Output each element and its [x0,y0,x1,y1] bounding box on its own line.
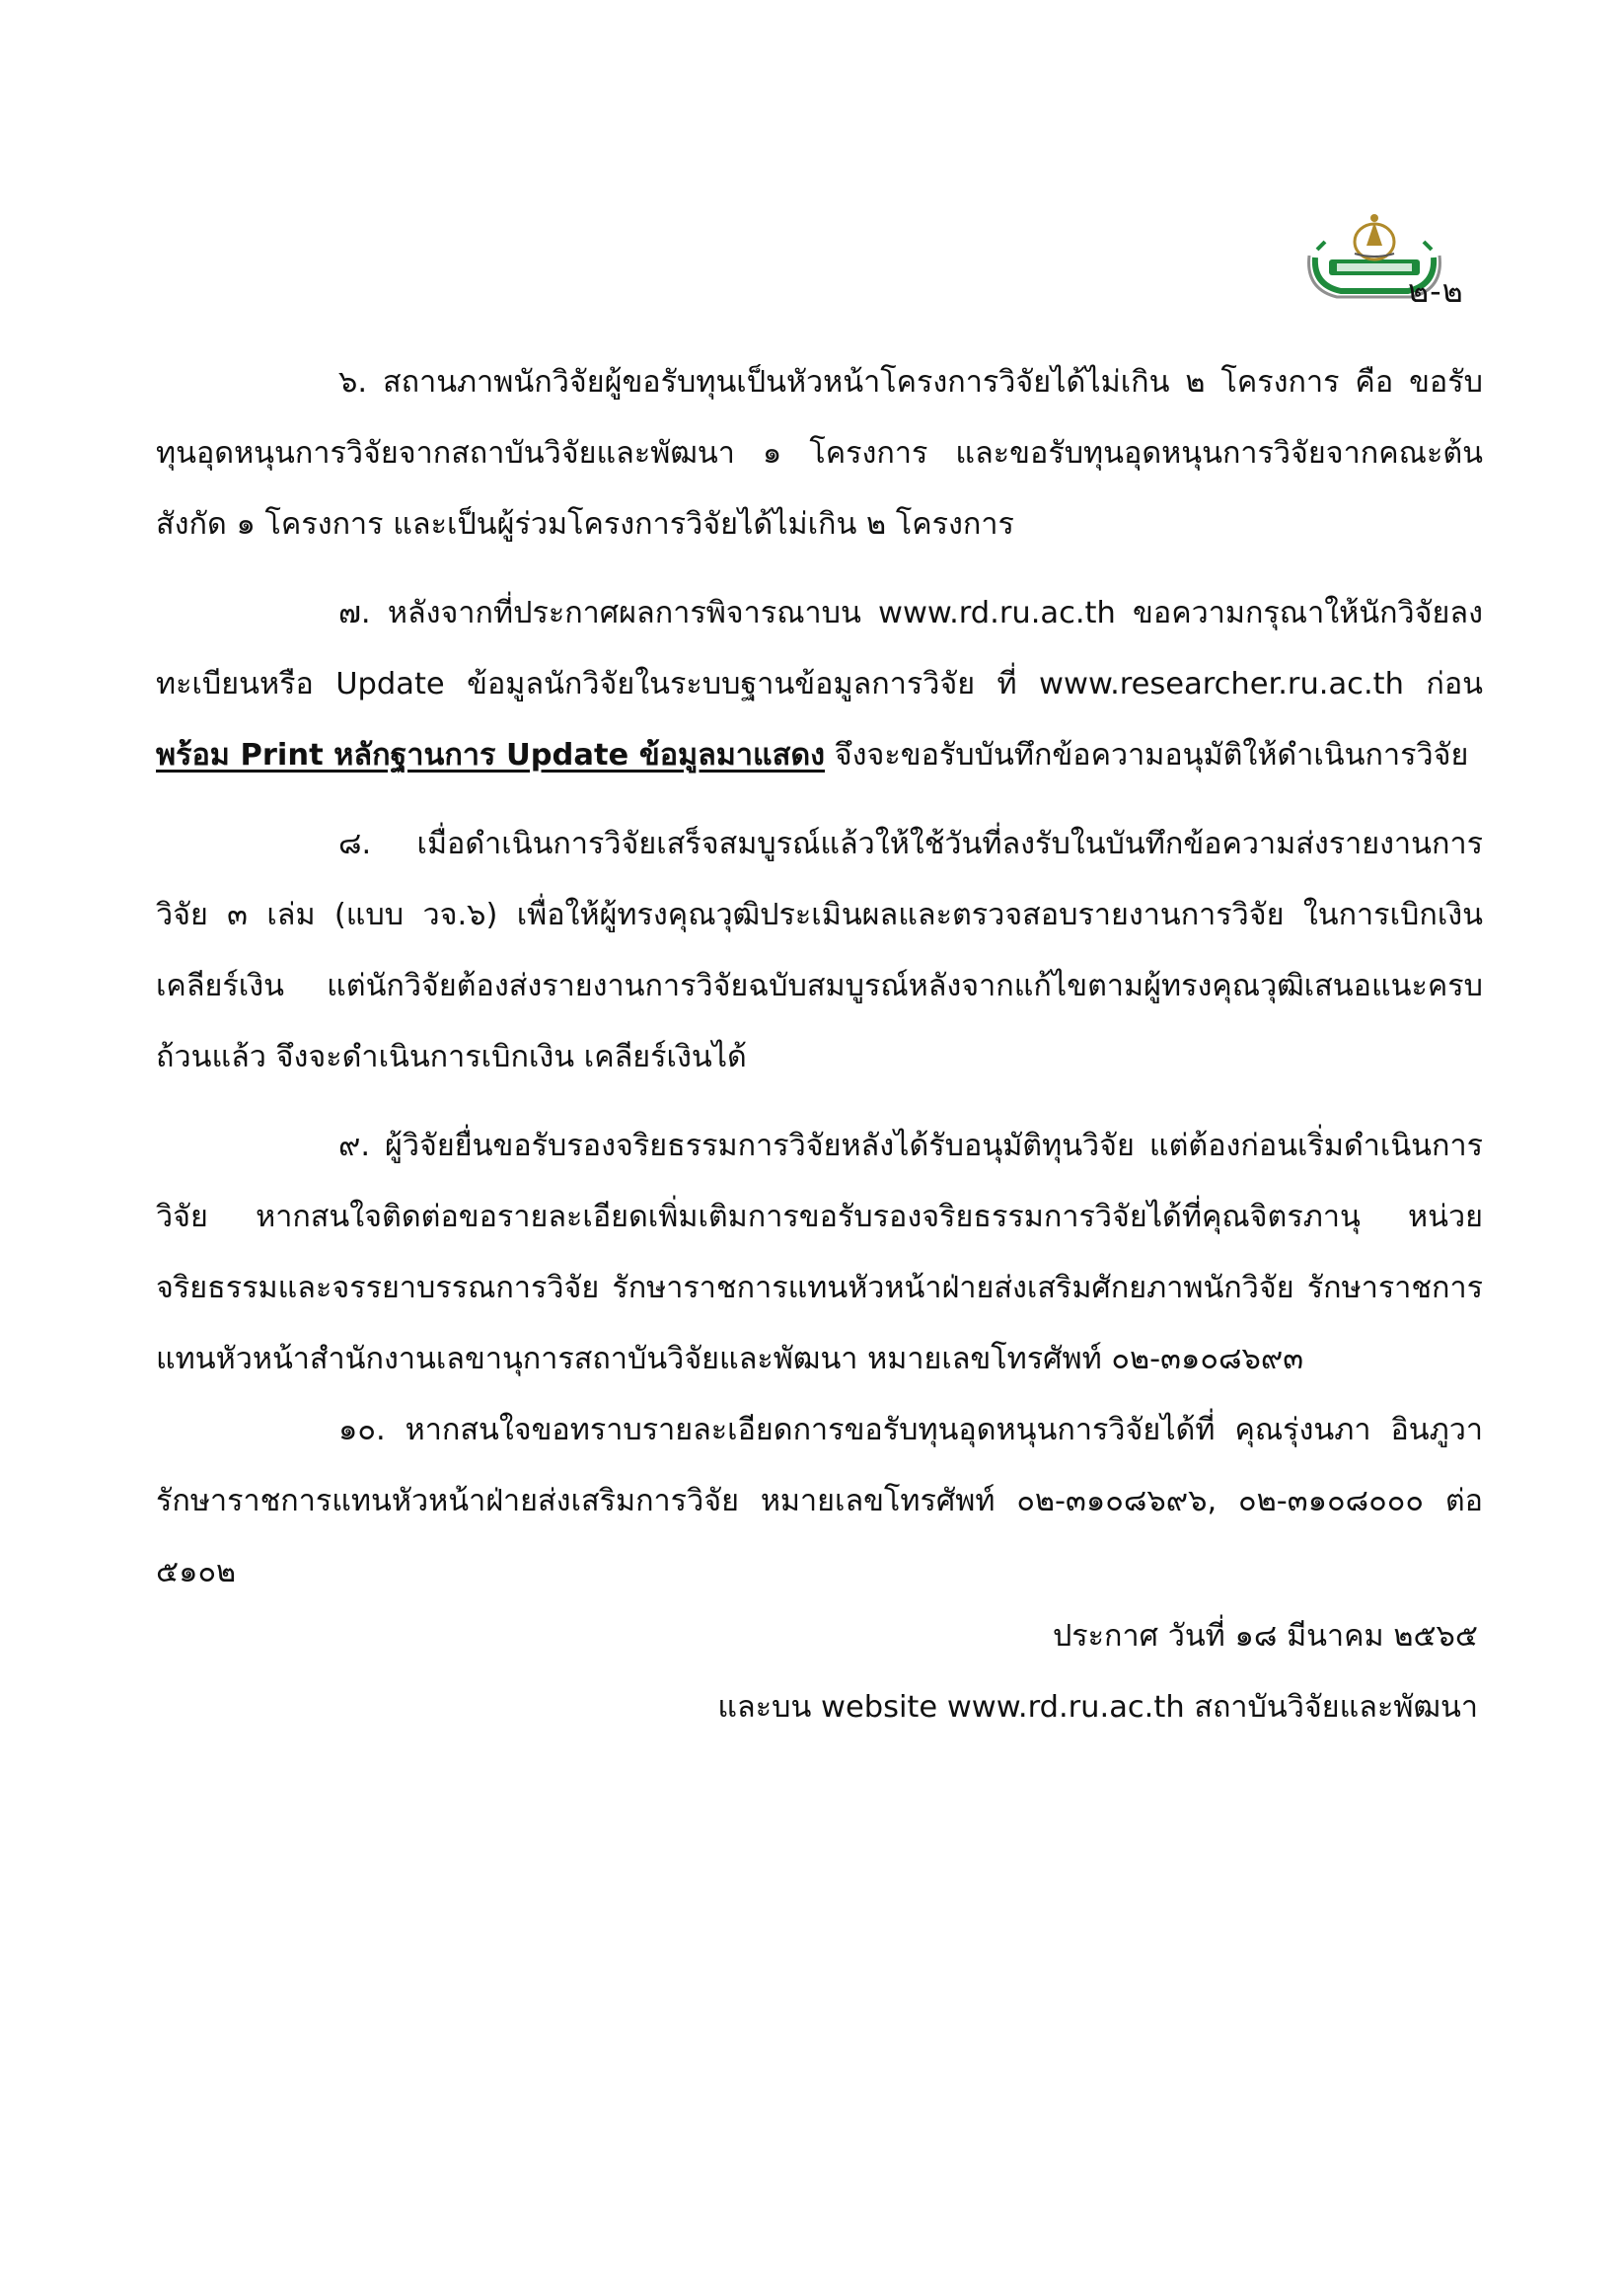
announcement-date: ประกาศ วันที่ ๑๘ มีนาคม ๒๕๖๕ [1052,1619,1478,1654]
announcement-website: และบน website www.rd.ru.ac.th สถาบันวิจัยและพัฒนา [717,1690,1478,1725]
paragraph-7 [156,578,1483,791]
paragraph-8: ๘. เมื่อดำเนินการวิจัยเสร็จสมบูรณ์แล้วให้ใช้วันที่ลงรับในบันทึกข้อความส่งรายงานการวิจัย ๓ เล่ม (แบบ วจ.๖) เพื่อให้ผู้ทรงคุณวุฒิประเมินผลและตรวจสอบรายงานการวิจัย ในการเบิกเงิน เคลียร์เงิน แต่นักวิจัยต้องส่งรายงานการวิจัยฉบับสมบูรณ์หลังจากแก้ไขตามผู้ทรงคุณวุฒิเสนอแนะครบถ้วนแล้ว จึงจะดำเนินการเบิกเงิน เคลียร์เงินได้ [156,827,1483,1074]
paragraph-7-emphasis: พร้อม Print หลักฐานการ Update ข้อมูลมาแสดง [156,738,826,773]
paragraph-10: ๑๐. หากสนใจขอทราบรายละเอียดการขอรับทุนอุดหนุนการวิจัยได้ที่ คุณรุ่งนภา อินภูวา รักษาราชการแทนหัวหน้าฝ่ายส่งเสริมการวิจัย หมายเลขโทรศัพท์ ๐๒-๓๑๐๘๖๙๖, ๐๒-๓๑๐๘๐๐๐ ต่อ ๕๑๐๒ [156,1413,1483,1589]
page-number: ๒-๒ [1408,272,1464,310]
announcement-signature [717,1601,1478,1743]
document-body [156,347,1483,1626]
paragraph-9: ๙. ผู้วิจัยยื่นขอรับรองจริยธรรมการวิจัยหลังได้รับอนุมัติทุนวิจัย แต่ต้องก่อนเริ่มดำเนินการวิจัย หากสนใจติดต่อขอรายละเอียดเพิ่มเติมการขอรับรองจริยธรรมการวิจัยได้ที่คุณจิตรภานุ หน่วยจริยธรรมและจรรยาบรรณการวิจัย รักษาราชการแทนหัวหน้าฝ่ายส่งเสริมศักยภาพนักวิจัย รักษาราชการแทนหัวหน้าสำนักงานเลขานุการสถาบันวิจัยและพัฒนา หมายเลขโทรศัพท์ ๐๒-๓๑๐๘๖๙๓ [156,1129,1483,1376]
paragraph-6: ๖. สถานภาพนักวิจัยผู้ขอรับทุนเป็นหัวหน้าโครงการวิจัยได้ไม่เกิน ๒ โครงการ คือ ขอรับทุนอุดหนุนการวิจัยจากสถาบันวิจัยและพัฒนา ๑ โครงการ และขอรับทุนอุดหนุนการวิจัยจากคณะต้นสังกัด ๑ โครงการ และเป็นผู้ร่วมโครงการวิจัยได้ไม่เกิน ๒ โครงการ [156,365,1483,542]
paragraph-7-text: ๗. หลังจากที่ประกาศผลการพิจารณาบน www.rd.ru.ac.th ขอความกรุณาให้นักวิจัยลงทะเบียนหรือ Update ข้อมูลนักวิจัยในระบบฐานข้อมูลการวิจัย ที่ www.researcher.ru.ac.th ก่อน [156,596,1483,701]
paragraph-7-text-end: จึงจะขอรับบันทึกข้อความอนุมัติให้ดำเนินการวิจัย [825,738,1469,773]
